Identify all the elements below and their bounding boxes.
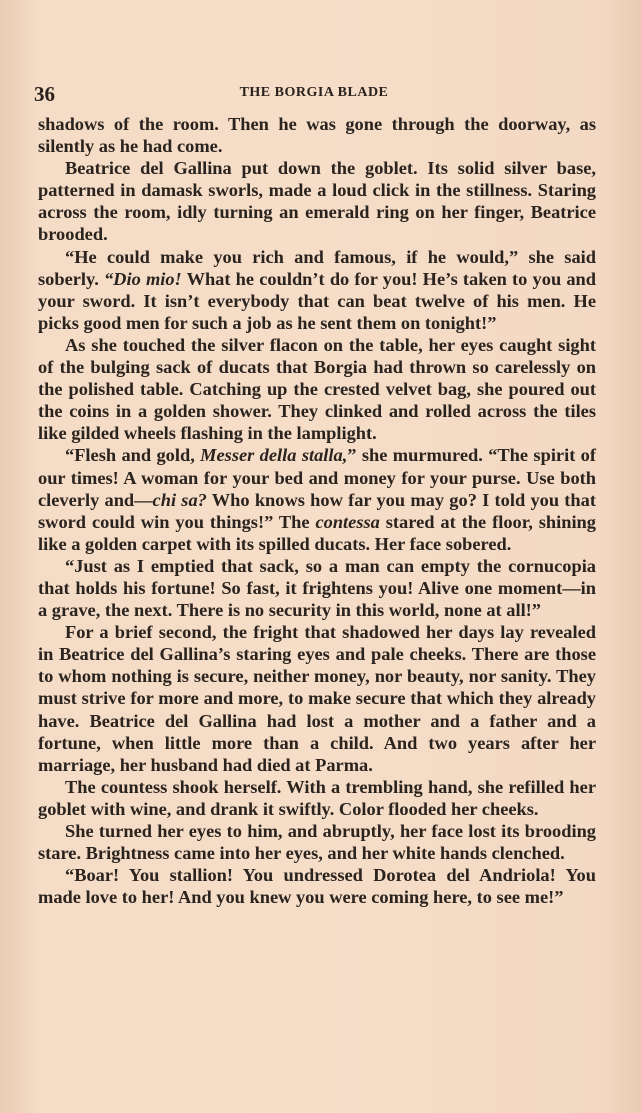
paragraph: “Flesh and gold, Messer della stalla,” she murmured. “The spirit of our times! A woman for your bed and money for your purse. Use both cleverly and—chi sa? Who knows how far you may go? I told you that sword could win you things!” The contessa stared at the floor, shining like a golden carpet with its spilled ducats. Her face sobered. bbox=[38, 445, 597, 554]
paragraph: “Just as I emptied that sack, so a man can empty the cornucopia that holds his fortune! So fast, it frightens you! Alive one moment—in a grave, the next. There is no security in this world, none at all!” bbox=[38, 555, 596, 621]
paragraph: Beatrice del Gallina put down the goblet. Its solid silver base, patterned in damask sworls, made a loud click in the stillness. Staring across the room, idly turning an emerald ring on her finger, Beatrice brooded. bbox=[38, 158, 596, 245]
paragraph: “He could make you rich and famous, if he would,” she said soberly. “Dio mio! What he couldn’t do for you! He’s taken to you and your sword. It isn’t everybody that can beat twelve of his men. He picks good men for such a job as he sent them on tonight!” bbox=[38, 246, 596, 333]
paragraph: She turned her eyes to him, and abruptly, her face lost its brooding stare. Brightness came into her eyes, and her white hands clenched. bbox=[38, 821, 596, 864]
running-title: THE BORGIA BLADE bbox=[239, 85, 389, 100]
page-header bbox=[34, 82, 594, 108]
page-number: 36 bbox=[34, 82, 55, 106]
paragraph: For a brief second, the fright that shadowed her days lay revealed in Beatrice del Gallina’s staring eyes and pale cheeks. There are those to whom nothing is secure, neither money, nor beauty, nor sanity. They must strive for more and more, to make secure that which they already have. Beatrice del Gallina had lost a mother and a father and a fortune, when little more than a child. And two years after her marriage, her husband had died at Parma. bbox=[38, 622, 596, 775]
body-text bbox=[38, 113, 596, 908]
paragraph: “Boar! You stallion! You undressed Dorotea del Andriola! You made love to her! And you knew you were coming here, to see me!” bbox=[38, 865, 596, 908]
paragraph: shadows of the room. Then he was gone through the doorway, as silently as he had come. bbox=[38, 114, 596, 157]
paragraph: The countess shook herself. With a trembling hand, she refilled her goblet with wine, and drank it swiftly. Color flooded her cheeks. bbox=[38, 776, 596, 819]
paragraph: As she touched the silver flacon on the table, her eyes caught sight of the bulging sack of ducats that Borgia had thrown so carelessly on the polished table. Catching up the crested velvet bag, she poured out the coins in a golden shower. They clinked and rolled across the tiles like gilded wheels flashing in the lamplight. bbox=[38, 334, 596, 444]
